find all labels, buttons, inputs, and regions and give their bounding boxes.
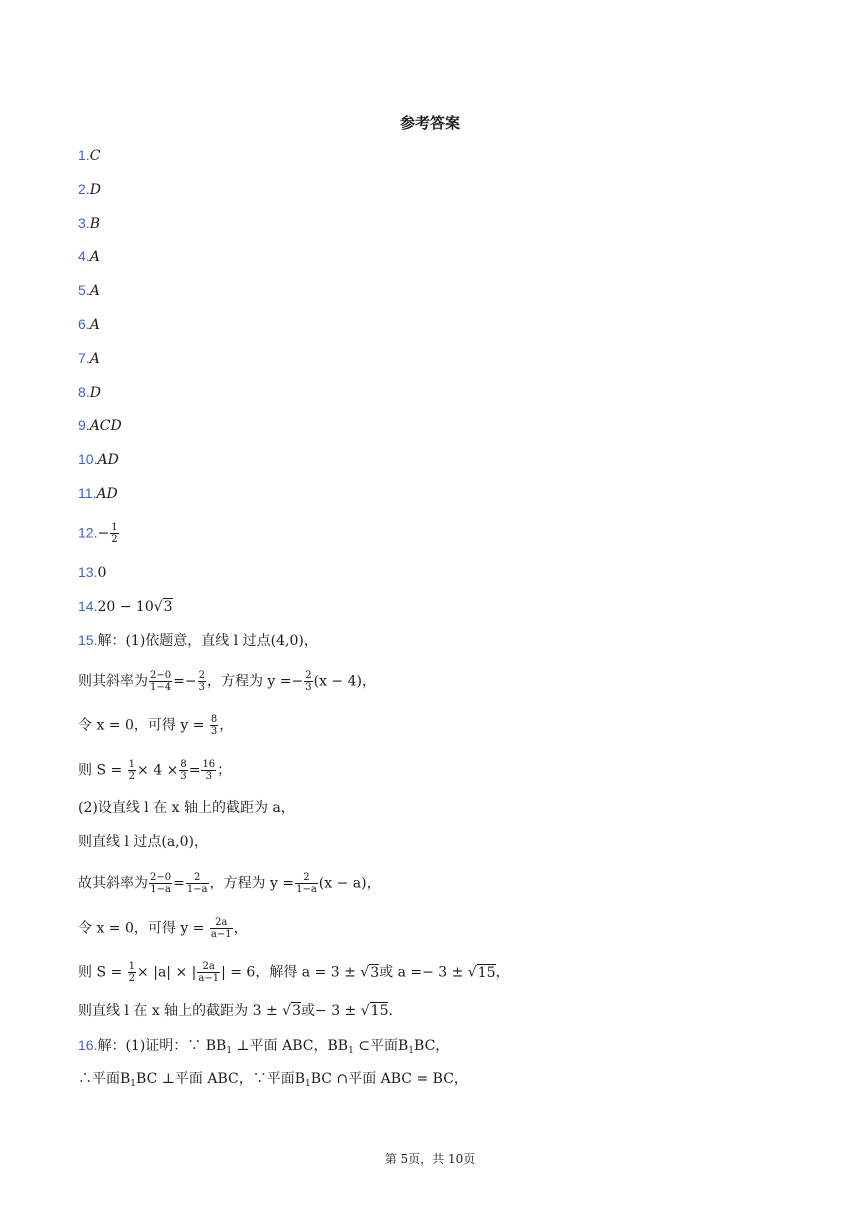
answer-number: 13. bbox=[78, 564, 98, 580]
q15-line-4: 则 S = $\frac{1}{2}$ × 4 × $\frac{8}{3}$ = $\frac{16}{3}$ ； bbox=[78, 759, 232, 782]
q15-line-9: 则 S = $\frac{1}{2}$ × |a| × | $\frac{2a}{a-1}$ | = 6，解得 a = 3 ± √3或 a =− 3 ± √15， bbox=[78, 961, 510, 984]
answer-item bbox=[78, 246, 100, 267]
answer-number: 2. bbox=[78, 181, 90, 197]
answer-number: 8. bbox=[78, 384, 90, 400]
answer-number: 4. bbox=[78, 248, 90, 264]
answer-item bbox=[78, 596, 173, 617]
answer-number: 7. bbox=[78, 350, 90, 366]
answer-value: ACD bbox=[89, 418, 122, 434]
answer-item bbox=[78, 562, 106, 583]
answer-number: 6. bbox=[78, 316, 90, 332]
q16-line-2: ∴平面$B_1BC$ ⊥平面 ABC，∵平面$B_1BC$ ∩平面 ABC = BC， bbox=[78, 1071, 468, 1089]
answer-number: 3. bbox=[78, 215, 90, 231]
answer-fraction: $\frac{1}{2}$ bbox=[111, 522, 118, 545]
answer-value: A bbox=[89, 249, 100, 265]
q15-line-10: 则直线 l 在 x 轴上的截距为 3 ± √3或− 3 ± √15. bbox=[78, 1003, 393, 1019]
answer-item bbox=[78, 179, 101, 200]
answer-value: 0 bbox=[97, 565, 107, 581]
q15-line-5: (2)设直线 l 在 x 轴上的截距为 a， bbox=[78, 800, 295, 816]
page-footer: 第 5页，共 10页 bbox=[384, 1152, 476, 1166]
answer-item bbox=[78, 522, 120, 545]
answer-item bbox=[78, 348, 100, 369]
answer-item bbox=[78, 280, 100, 301]
q15-line-6: 则直线 l 过点(a,0)， bbox=[78, 834, 209, 850]
answer-number: 5. bbox=[78, 282, 90, 298]
page-title: 参考答案 bbox=[399, 114, 460, 132]
answer-value: D bbox=[89, 385, 101, 401]
answer-value: C bbox=[89, 148, 101, 164]
answer-value: A bbox=[89, 317, 100, 333]
answer-value: A bbox=[89, 283, 100, 299]
answer-item bbox=[78, 314, 100, 335]
q16-number: 16. bbox=[78, 1037, 98, 1053]
answer-number: 14. bbox=[78, 598, 98, 614]
answer-item bbox=[78, 145, 100, 166]
q15-number: 15. bbox=[78, 632, 98, 648]
answer-sqrt: √3 bbox=[153, 599, 173, 615]
answer-value: AD bbox=[96, 486, 118, 502]
answer-item bbox=[78, 483, 118, 504]
answer-number: 9. bbox=[78, 417, 90, 433]
answer-value: − bbox=[97, 525, 110, 542]
answer-item bbox=[78, 415, 122, 436]
answer-item bbox=[78, 213, 100, 234]
answer-number: 10. bbox=[78, 451, 98, 467]
answer-value: A bbox=[89, 351, 100, 367]
answer-value: 20 − 10 bbox=[97, 599, 154, 615]
answer-item bbox=[78, 449, 119, 470]
q15-line-3: 令 x = 0，可得 y = $\frac{8}{3}$ ， bbox=[78, 714, 234, 737]
answer-number: 11. bbox=[78, 485, 97, 501]
answer-value: AD bbox=[97, 452, 119, 468]
q15-line-1: 15.解：(1)依题意，直线 l 过点(4,0)， bbox=[78, 632, 318, 649]
q15-line-2: 则其斜率为 $\frac{2-0}{1-4}$ =− $\frac{2}{3}$ ，方程为 y =− $\frac{2}{3}$ (x − 4)， bbox=[78, 670, 376, 693]
q15-line-7: 故其斜率为 $\frac{2-0}{1-a}$ = $\frac{2}{1-a}$ ，方程为 y = $\frac{2}{1-a}$ (x − a)， bbox=[78, 872, 381, 895]
answer-number: 12. bbox=[78, 524, 98, 541]
answer-number: 1. bbox=[78, 147, 90, 163]
q16-line-1: 16.解：(1)证明：∵ $BB_1$ ⊥平面 ABC，$BB_1$ ⊂平面$B_1BC$， bbox=[78, 1037, 450, 1056]
answer-value: B bbox=[89, 216, 100, 232]
answer-item bbox=[78, 382, 101, 403]
answer-value: D bbox=[89, 182, 101, 198]
q15-line-8: 令 x = 0，可得 y = $\frac{2a}{a-1}$ ， bbox=[78, 917, 248, 940]
